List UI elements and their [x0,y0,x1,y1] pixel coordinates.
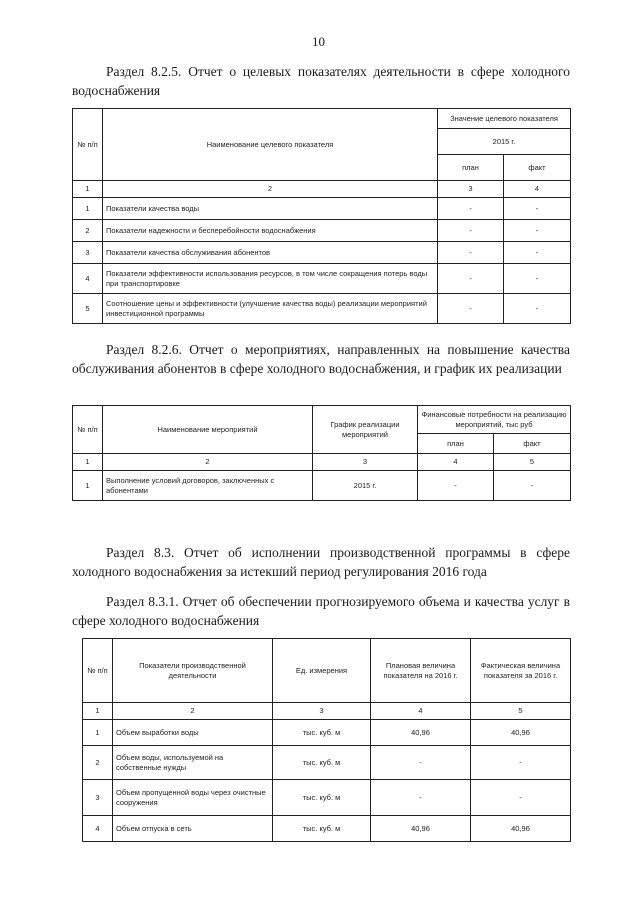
header-fact: Фактическая величина показателя за 2016 г. [471,639,571,703]
section-8-3-1-heading: Раздел 8.3.1. Отчет об обеспечении прогнозируемого объема и качества услуг в сфере холодного водоснабжения [72,594,570,628]
row-num: 5 [73,294,103,324]
row-name: Объем отпуска в сеть [113,816,273,842]
row-name: Объем выработки воды [113,720,273,746]
row-name: Соотношение цены и эффективности (улучшение качества воды) реализации мероприятий инвестиционной программы [103,294,438,324]
header-year: 2015 г. [438,129,571,155]
row-plan: - [418,471,494,501]
index-cell: 3 [313,454,418,471]
header-indicator-name: Наименование целевого показателя [103,109,438,181]
row-name: Выполнение условий договоров, заключенных с абонентами [103,471,313,501]
index-cell: 5 [494,454,571,471]
row-fact: - [471,780,571,816]
index-cell: 4 [418,454,494,471]
header-finance: Финансовые потребности на реализацию мероприятий, тыс руб [418,406,571,434]
row-unit: тыс. куб. м [273,720,371,746]
header-num: № п/п [73,109,103,181]
index-cell: 5 [471,703,571,720]
row-fact: 40,96 [471,720,571,746]
row-name: Объем воды, используемой на собственные нужды [113,746,273,780]
table-row [73,220,571,242]
row-fact: - [494,471,571,501]
row-fact: - [504,198,571,220]
row-num: 4 [83,816,113,842]
row-fact: - [504,264,571,294]
row-num: 2 [73,220,103,242]
row-num: 3 [73,242,103,264]
row-fact: - [504,294,571,324]
row-name: Показатели качества воды [103,198,438,220]
section-8-2-6-table [72,405,571,501]
table-row [83,720,571,746]
header-indicators: Показатели производственной деятельности [113,639,273,703]
row-unit: тыс. куб. м [273,816,371,842]
header-plan: план [418,434,494,454]
row-num: 3 [83,780,113,816]
index-cell: 3 [438,181,504,198]
table-row [83,746,571,780]
index-cell: 1 [73,454,103,471]
index-cell: 3 [273,703,371,720]
section-8-2-5-heading: Раздел 8.2.5. Отчет о целевых показателях деятельности в сфере холодного водоснабжения [72,64,570,98]
index-cell: 2 [103,181,438,198]
index-cell: 4 [371,703,471,720]
header-fact: факт [504,155,571,181]
index-cell: 1 [83,703,113,720]
row-num: 4 [73,264,103,294]
row-schedule: 2015 г. [313,471,418,501]
header-unit: Ед. измерения [273,639,371,703]
section-8-2-6-heading: Раздел 8.2.6. Отчет о мероприятиях, направленных на повышение качества обслуживания абонентов в сфере холодного водоснабжения, и график их реализации [72,342,570,376]
section-8-3-heading: Раздел 8.3. Отчет об исполнении производственной программы в сфере холодного водоснабжения за истекший период регулирования 2016 года [72,545,570,579]
row-num: 1 [73,471,103,501]
row-fact: - [504,242,571,264]
row-plan: - [438,294,504,324]
row-plan: - [438,242,504,264]
table-row [73,198,571,220]
header-fact: факт [494,434,571,454]
section-8-3-1-table [82,638,571,842]
header-num: № п/п [73,406,103,454]
row-name: Объем пропущенной воды через очистные сооружения [113,780,273,816]
header-target-value: Значение целевого показателя [438,109,571,129]
table-row [73,294,571,324]
table-row [83,780,571,816]
row-fact: - [471,746,571,780]
section-8-2-5-table [72,108,571,324]
header-plan: Плановая величина показателя на 2016 г. [371,639,471,703]
row-unit: тыс. куб. м [273,746,371,780]
row-num: 2 [83,746,113,780]
row-plan: 40,96 [371,816,471,842]
table-row [83,816,571,842]
index-cell: 2 [113,703,273,720]
header-schedule: График реализации мероприятий [313,406,418,454]
row-plan: - [371,746,471,780]
index-cell: 4 [504,181,571,198]
table-row [73,471,571,501]
row-unit: тыс. куб. м [273,780,371,816]
row-num: 1 [73,198,103,220]
index-cell: 2 [103,454,313,471]
table-row [73,264,571,294]
index-cell: 1 [73,181,103,198]
row-name: Показатели надежности и бесперебойности водоснабжения [103,220,438,242]
header-num: № п/п [83,639,113,703]
header-plan: план [438,155,504,181]
row-plan: - [438,264,504,294]
header-measures-name: Наименование мероприятий [103,406,313,454]
row-plan: 40,96 [371,720,471,746]
row-plan: - [371,780,471,816]
row-num: 1 [83,720,113,746]
row-fact: 40,96 [471,816,571,842]
row-fact: - [504,220,571,242]
row-plan: - [438,220,504,242]
page-number: 10 [312,34,325,49]
row-plan: - [438,198,504,220]
table-row [73,242,571,264]
row-name: Показатели эффективности использования ресурсов, в том числе сокращения потерь воды при транспортировке [103,264,438,294]
row-name: Показатели качества обслуживания абонентов [103,242,438,264]
